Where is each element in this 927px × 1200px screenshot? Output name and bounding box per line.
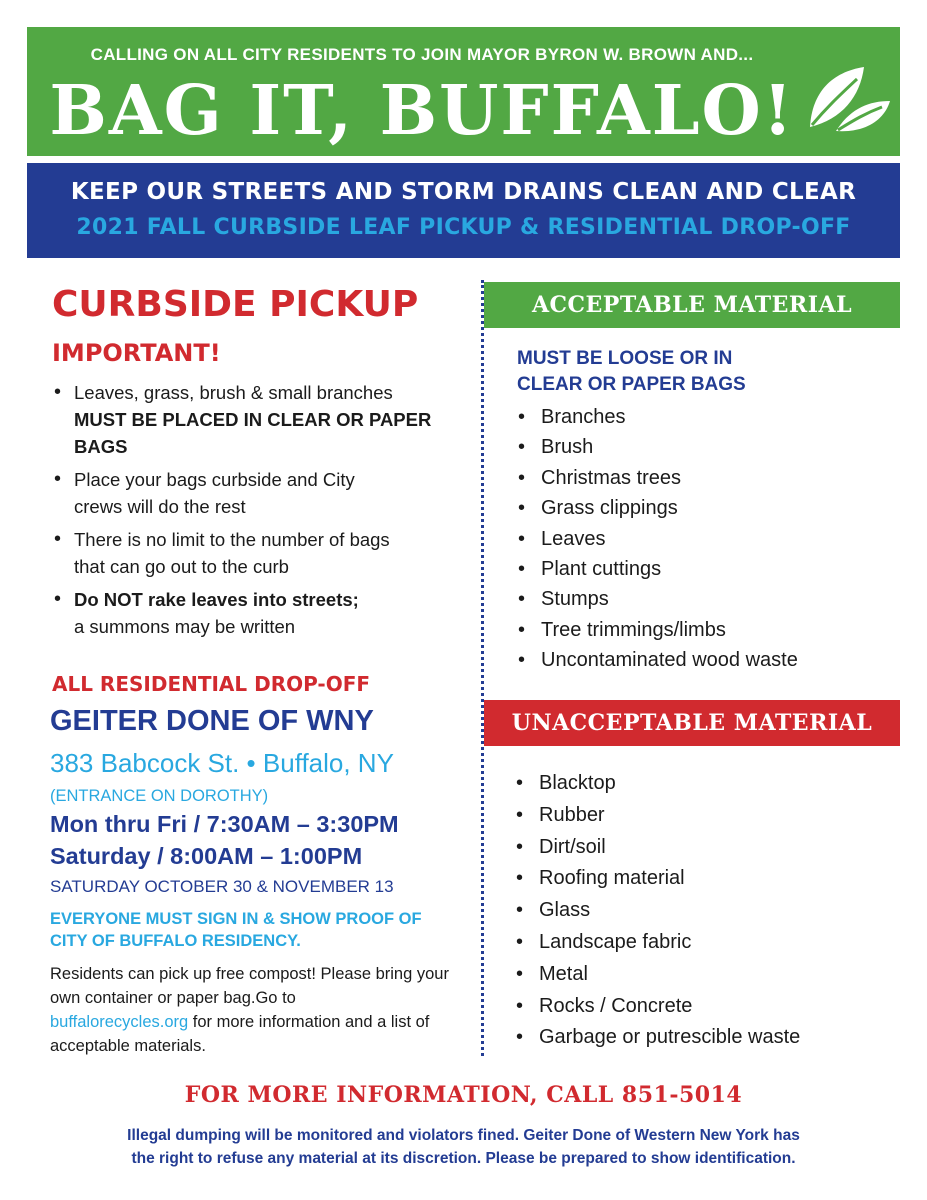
bullet-text: Place your bags curbside and City crews will do the rest — [74, 469, 355, 517]
unacceptable-list — [516, 768, 800, 1054]
buffalorecycles-link[interactable]: buffalorecycles.org — [50, 1013, 189, 1031]
acceptable-header: ACCEPTABLE MATERIAL — [484, 282, 900, 328]
compost-text: Residents can pick up free compost! Please bring your own container or paper bag.Go to — [50, 965, 449, 1007]
disclaimer-line2: the right to refuse any material at its discretion. Please be prepared to show identification. — [131, 1150, 796, 1167]
list-item — [52, 379, 472, 460]
sub-banner-line2: 2021 FALL CURBSIDE LEAF PICKUP & RESIDENTIAL DROP-OFF — [76, 215, 851, 240]
compost-notice — [50, 962, 462, 1058]
list-item: • Dirt/soil — [516, 832, 800, 864]
dropoff-address: 383 Babcock St. • Buffalo, NY — [50, 748, 394, 778]
list-item: • Tree trimmings/limbs — [518, 615, 798, 645]
list-item — [52, 526, 404, 580]
sign-in-notice: EVERYONE MUST SIGN IN & SHOW PROOF OF CITY OF BUFFALO RESIDENCY. — [50, 910, 422, 950]
column-divider — [481, 280, 484, 1056]
compost-text-after: for more information and a list of acceptable materials. — [50, 1013, 430, 1055]
list-item: • Blacktop — [516, 768, 800, 800]
more-info-line: FOR MORE INFORMATION, CALL 851-5014 — [184, 1082, 743, 1108]
headline: BAG IT, BUFFALO! — [49, 71, 795, 151]
list-item: • Rocks / Concrete — [516, 991, 800, 1023]
unacceptable-header: UNACCEPTABLE MATERIAL — [484, 700, 900, 746]
bullet-text: a summons may be written — [74, 616, 296, 637]
curbside-bullets — [52, 379, 472, 640]
saturday-dates: SATURDAY OCTOBER 30 & NOVEMBER 13 — [50, 877, 394, 896]
list-item: • Rubber — [516, 800, 800, 832]
hours-saturday: Saturday / 8:00AM – 1:00PM — [50, 843, 363, 869]
list-item: • Christmas trees — [518, 463, 798, 493]
acceptable-note-line1: MUST BE LOOSE OR IN — [517, 348, 733, 369]
list-item: • Metal — [516, 959, 800, 991]
disclaimer-line1: Illegal dumping will be monitored and violators fined. Geiter Done of Western New York has — [127, 1127, 800, 1144]
list-item — [52, 586, 472, 640]
acceptable-note-line2: CLEAR OR PAPER BAGS — [517, 374, 746, 395]
list-item: • Uncontaminated wood waste — [518, 645, 798, 675]
list-item: • Landscape fabric — [516, 927, 800, 959]
list-item: • Grass clippings — [518, 493, 798, 523]
disclaimer — [80, 1124, 847, 1170]
list-item: • Stumps — [518, 584, 798, 614]
list-item — [52, 466, 364, 520]
list-item: • Leaves — [518, 524, 798, 554]
acceptable-list — [518, 402, 798, 676]
dropoff-name: GEITER DONE OF WNY — [50, 705, 374, 737]
bullet-text: Leaves, grass, brush & small branches — [74, 382, 393, 403]
bullet-bold: Do NOT rake leaves into streets; — [74, 589, 359, 610]
important-label: IMPORTANT! — [52, 339, 221, 367]
bullet-text: There is no limit to the number of bags that can go out to the curb — [74, 529, 390, 577]
top-banner — [27, 27, 900, 156]
sub-banner-line1: KEEP OUR STREETS AND STORM DRAINS CLEAN AND CLEAR — [70, 179, 857, 205]
sub-banner — [27, 163, 900, 258]
bullet-bold: MUST BE PLACED IN CLEAR OR PAPER BAGS — [74, 409, 432, 457]
acceptable-note — [517, 346, 746, 398]
list-item: • Glass — [516, 895, 800, 927]
list-item: • Garbage or putrescible waste — [516, 1022, 800, 1054]
leaf-icon — [802, 57, 892, 137]
curbside-title: CURBSIDE PICKUP — [52, 284, 419, 325]
list-item: • Brush — [518, 432, 798, 462]
curbside-section — [52, 283, 472, 646]
dropoff-entrance: (ENTRANCE ON DOROTHY) — [50, 787, 269, 805]
list-item: • Branches — [518, 402, 798, 432]
tagline: CALLING ON ALL CITY RESIDENTS TO JOIN MAYOR BYRON W. BROWN AND... — [90, 45, 754, 64]
hours-weekday: Mon thru Fri / 7:30AM – 3:30PM — [50, 811, 399, 837]
list-item: • Roofing material — [516, 863, 800, 895]
dropoff-title: ALL RESIDENTIAL DROP-OFF — [52, 672, 371, 696]
list-item: • Plant cuttings — [518, 554, 798, 584]
